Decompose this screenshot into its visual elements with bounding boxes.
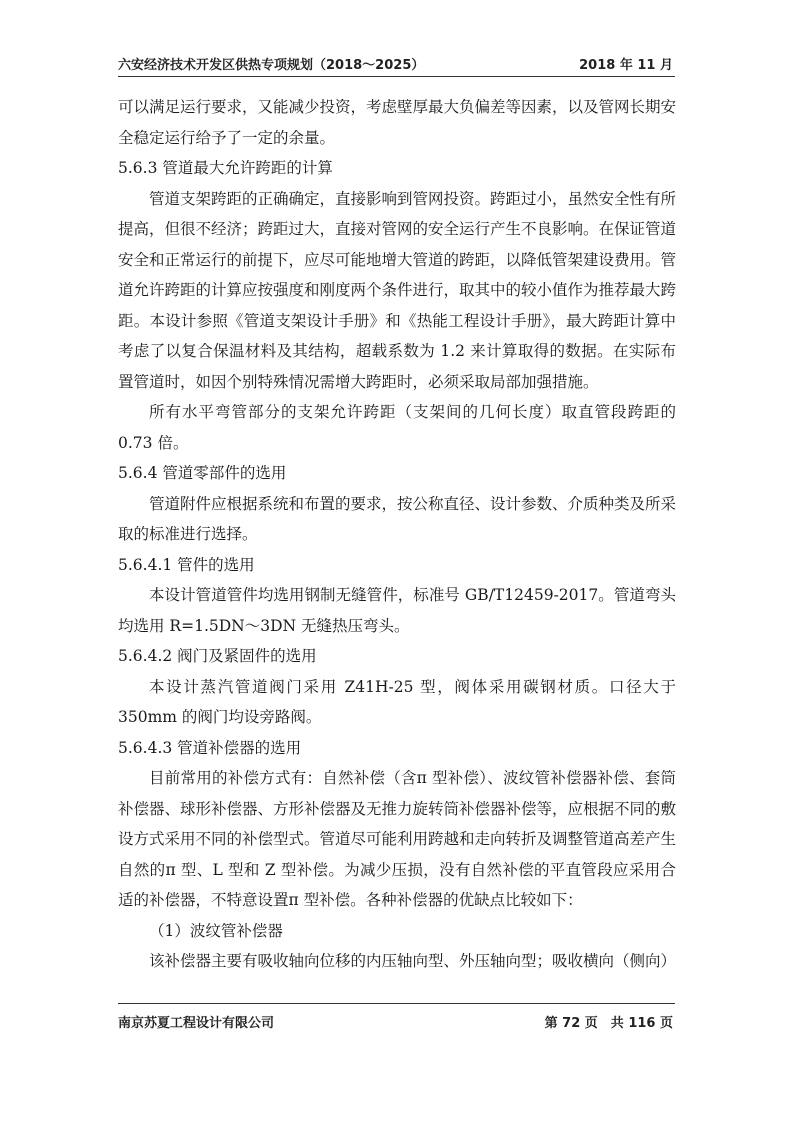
header-date: 2018 年 11 月 — [579, 58, 673, 73]
paragraph: 本设计蒸汽管道阀门采用 Z41H-25 型，阀体采用碳钢材质。口径大于 350mm 的阀门均设旁路阀。 — [118, 677, 676, 726]
paragraph: 可以满足运行要求，又能减少投资，考虑壁厚最大负偏差等因素，以及管网长期安全稳定运行给予了一定的余量。 — [118, 98, 677, 147]
document-body — [118, 92, 676, 977]
paragraph: 本设计管道管件均选用钢制无缝管件，标准号 GB/T12459-2017。管道弯头均选用 R=1.5DN～3DN 无缝热压弯头。 — [118, 586, 676, 635]
paragraph: 管道附件应根据系统和布置的要求，按公称直径、设计参数、介质种类及所采取的标准进行选择。 — [118, 494, 677, 543]
list-item-heading: （1）波纹管补偿器 — [149, 921, 283, 940]
section-heading: 5.6.4.3 管道补偿器的选用 — [118, 738, 302, 757]
paragraph: 所有水平弯管部分的支架允许跨距（支架间的几何长度）取直管段跨距的 0.73 倍。 — [118, 403, 676, 452]
footer-company: 南京苏夏工程设计有限公司 — [118, 1016, 275, 1031]
section-heading: 5.6.3 管道最大允许跨距的计算 — [118, 159, 333, 177]
section-heading: 5.6.4.1 管件的选用 — [118, 555, 255, 574]
paragraph: 目前常用的补偿方式有：自然补偿（含π 型补偿）、波纹管补偿器补偿、套筒补偿器、球形补偿器、方形补偿器及无推力旋转筒补偿器补偿等，应根据不同的敷设方式采用不同的补偿型式。管道尽可能利用跨越和走向转折及调整管道高差产生自然的π 型、L 型和 Z 型补偿。为减少压损，没有自然补偿的平直管段应采用合适的补偿器，不特意设置π 型补偿。各种补偿器的优缺点比较如下： — [118, 769, 677, 909]
footer-divider — [118, 1003, 675, 1004]
paragraph: 管道支架跨距的正确确定，直接影响到管网投资。跨距过小，虽然安全性有所提高，但很不经济；跨距过大，直接对管网的安全运行产生不良影响。在保证管道安全和正常运行的前提下，应尽可能地增大管道的跨距，以降低管架建设费用。管道允许跨距的计算应按强度和刚度两个条件进行，取其中的较小值作为推荐最大跨距。本设计参照《管道支架设计手册》和《热能工程设计手册》，最大跨距计算中考虑了以复合保温材料及其结构，超载系数为 1.2 来计算取得的数据。在实际布置管道时，如因个别特殊情况需增大跨距时，必须采取局部加强措施。 — [118, 189, 677, 391]
section-heading: 5.6.4.2 阀门及紧固件的选用 — [118, 647, 317, 665]
section-heading: 5.6.4 管道零部件的选用 — [118, 464, 287, 482]
page-footer — [118, 1012, 675, 1032]
header-title: 六安经济技术开发区供热专项规划（2018～2025） — [118, 58, 425, 73]
page-number: 第 72 页 共 116 页 — [544, 1016, 673, 1031]
paragraph: 该补偿器主要有吸收轴向位移的内压轴向型、外压轴向型；吸收横向（侧向） — [149, 952, 677, 970]
page-header — [118, 52, 675, 77]
